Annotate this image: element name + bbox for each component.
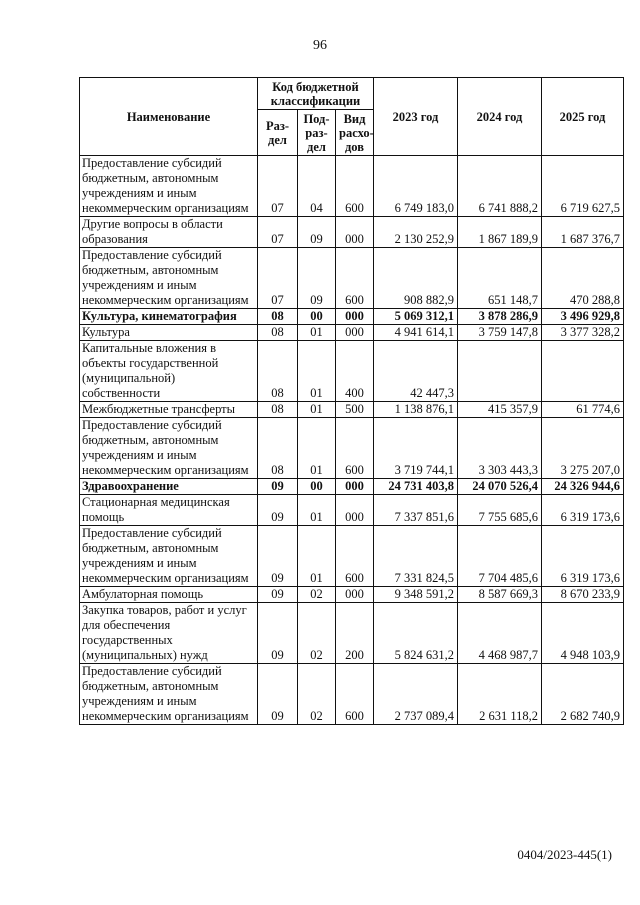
row-value-2023: 5 069 312,1: [374, 309, 458, 325]
row-expense-type: 000: [336, 495, 374, 526]
row-value-2025: 4 948 103,9: [542, 603, 624, 664]
table-row: [80, 325, 624, 341]
row-value-2025: 61 774,6: [542, 402, 624, 418]
row-expense-type: 600: [336, 248, 374, 309]
header-2025: 2025 год: [542, 78, 624, 156]
row-name: Предоставление субсидий бюджетным, автономным учреждениям и иным некоммерческим организациям: [80, 526, 258, 587]
row-expense-type: 000: [336, 325, 374, 341]
row-value-2025: 6 719 627,5: [542, 156, 624, 217]
row-expense-type: 600: [336, 156, 374, 217]
header-expense-type: Вид расхо-дов: [336, 110, 374, 156]
row-value-2024: 7 704 485,6: [458, 526, 542, 587]
row-value-2024: 7 755 685,6: [458, 495, 542, 526]
row-value-2024: 3 303 443,3: [458, 418, 542, 479]
row-section: 09: [258, 664, 298, 725]
row-subsection: 02: [298, 587, 336, 603]
row-value-2025: 6 319 173,6: [542, 495, 624, 526]
row-name: Предоставление субсидий бюджетным, автономным учреждениям и иным некоммерческим организациям: [80, 248, 258, 309]
row-expense-type: 600: [336, 418, 374, 479]
row-name: Закупка товаров, работ и услуг для обеспечения государственных (муниципальных) нужд: [80, 603, 258, 664]
row-section: 09: [258, 587, 298, 603]
row-name: Другие вопросы в области образования: [80, 217, 258, 248]
table-row: [80, 402, 624, 418]
row-value-2025: 3 496 929,8: [542, 309, 624, 325]
document-code: 0404/2023-445(1): [517, 847, 612, 862]
row-expense-type: 000: [336, 217, 374, 248]
row-value-2025: 1 687 376,7: [542, 217, 624, 248]
row-value-2024: 4 468 987,7: [458, 603, 542, 664]
row-value-2025: 3 275 207,0: [542, 418, 624, 479]
row-value-2023: 9 348 591,2: [374, 587, 458, 603]
row-name: Культура: [80, 325, 258, 341]
row-subsection: 01: [298, 325, 336, 341]
row-name: Предоставление субсидий бюджетным, автономным учреждениям и иным некоммерческим организациям: [80, 664, 258, 725]
table-row: [80, 156, 624, 217]
row-section: 08: [258, 402, 298, 418]
row-value-2023: 2 737 089,4: [374, 664, 458, 725]
header-section: Раз-дел: [258, 110, 298, 156]
row-section: 09: [258, 479, 298, 495]
row-name: Межбюджетные трансферты: [80, 402, 258, 418]
row-value-2025: 3 377 328,2: [542, 325, 624, 341]
row-value-2023: 5 824 631,2: [374, 603, 458, 664]
table-row: [80, 495, 624, 526]
row-subsection: 04: [298, 156, 336, 217]
row-value-2025: 8 670 233,9: [542, 587, 624, 603]
row-value-2024: 3 878 286,9: [458, 309, 542, 325]
row-section: 08: [258, 418, 298, 479]
row-value-2025: 2 682 740,9: [542, 664, 624, 725]
budget-table: [79, 77, 624, 725]
row-value-2023: 1 138 876,1: [374, 402, 458, 418]
row-name: Предоставление субсидий бюджетным, автономным учреждениям и иным некоммерческим организациям: [80, 418, 258, 479]
row-name: Предоставление субсидий бюджетным, автономным учреждениям и иным некоммерческим организациям: [80, 156, 258, 217]
row-value-2023: 24 731 403,8: [374, 479, 458, 495]
row-subsection: 02: [298, 603, 336, 664]
row-section: 07: [258, 217, 298, 248]
row-expense-type: 600: [336, 664, 374, 725]
row-name: Стационарная медицинская помощь: [80, 495, 258, 526]
row-section: 09: [258, 526, 298, 587]
header-subsection: Под-раз-дел: [298, 110, 336, 156]
row-section: 09: [258, 495, 298, 526]
row-value-2023: 42 447,3: [374, 341, 458, 402]
row-name: Амбулаторная помощь: [80, 587, 258, 603]
row-value-2024: 651 148,7: [458, 248, 542, 309]
row-subsection: 01: [298, 341, 336, 402]
row-name: Капитальные вложения в объекты государственной (муниципальной) собственности: [80, 341, 258, 402]
row-section: 07: [258, 248, 298, 309]
row-expense-type: 400: [336, 341, 374, 402]
row-value-2025: 24 326 944,6: [542, 479, 624, 495]
row-value-2024: 2 631 118,2: [458, 664, 542, 725]
row-subsection: 09: [298, 217, 336, 248]
row-value-2024: 1 867 189,9: [458, 217, 542, 248]
table-row: [80, 664, 624, 725]
row-value-2023: 2 130 252,9: [374, 217, 458, 248]
row-subsection: 00: [298, 479, 336, 495]
header-code-group: Код бюджетной классификации: [258, 78, 374, 110]
row-section: 08: [258, 341, 298, 402]
row-expense-type: 000: [336, 479, 374, 495]
row-name: Здравоохранение: [80, 479, 258, 495]
row-value-2024: [458, 341, 542, 402]
table-row: [80, 526, 624, 587]
row-subsection: 02: [298, 664, 336, 725]
table-row: [80, 248, 624, 309]
table-row: [80, 418, 624, 479]
row-value-2025: [542, 341, 624, 402]
row-subsection: 01: [298, 495, 336, 526]
row-value-2025: 470 288,8: [542, 248, 624, 309]
row-expense-type: 000: [336, 587, 374, 603]
row-value-2023: 908 882,9: [374, 248, 458, 309]
row-value-2023: 6 749 183,0: [374, 156, 458, 217]
row-value-2024: 6 741 888,2: [458, 156, 542, 217]
row-value-2023: 3 719 744,1: [374, 418, 458, 479]
row-expense-type: 600: [336, 526, 374, 587]
row-value-2024: 8 587 669,3: [458, 587, 542, 603]
row-section: 08: [258, 325, 298, 341]
row-expense-type: 200: [336, 603, 374, 664]
table-row: [80, 341, 624, 402]
page-number: 96: [313, 38, 327, 53]
row-value-2024: 3 759 147,8: [458, 325, 542, 341]
header-2023: 2023 год: [374, 78, 458, 156]
row-value-2023: 7 337 851,6: [374, 495, 458, 526]
row-subsection: 01: [298, 402, 336, 418]
row-name: Культура, кинематография: [80, 309, 258, 325]
row-subsection: 09: [298, 248, 336, 309]
row-subsection: 01: [298, 526, 336, 587]
header-name: Наименование: [80, 78, 258, 156]
row-section: 08: [258, 309, 298, 325]
table-row: [80, 309, 624, 325]
row-value-2023: 7 331 824,5: [374, 526, 458, 587]
row-subsection: 01: [298, 418, 336, 479]
table-row: [80, 603, 624, 664]
row-value-2025: 6 319 173,6: [542, 526, 624, 587]
table-row: [80, 479, 624, 495]
header-2024: 2024 год: [458, 78, 542, 156]
row-subsection: 00: [298, 309, 336, 325]
row-value-2024: 415 357,9: [458, 402, 542, 418]
row-value-2024: 24 070 526,4: [458, 479, 542, 495]
table-row: [80, 217, 624, 248]
table-row: [80, 587, 624, 603]
row-section: 09: [258, 603, 298, 664]
row-section: 07: [258, 156, 298, 217]
row-value-2023: 4 941 614,1: [374, 325, 458, 341]
row-expense-type: 000: [336, 309, 374, 325]
row-expense-type: 500: [336, 402, 374, 418]
